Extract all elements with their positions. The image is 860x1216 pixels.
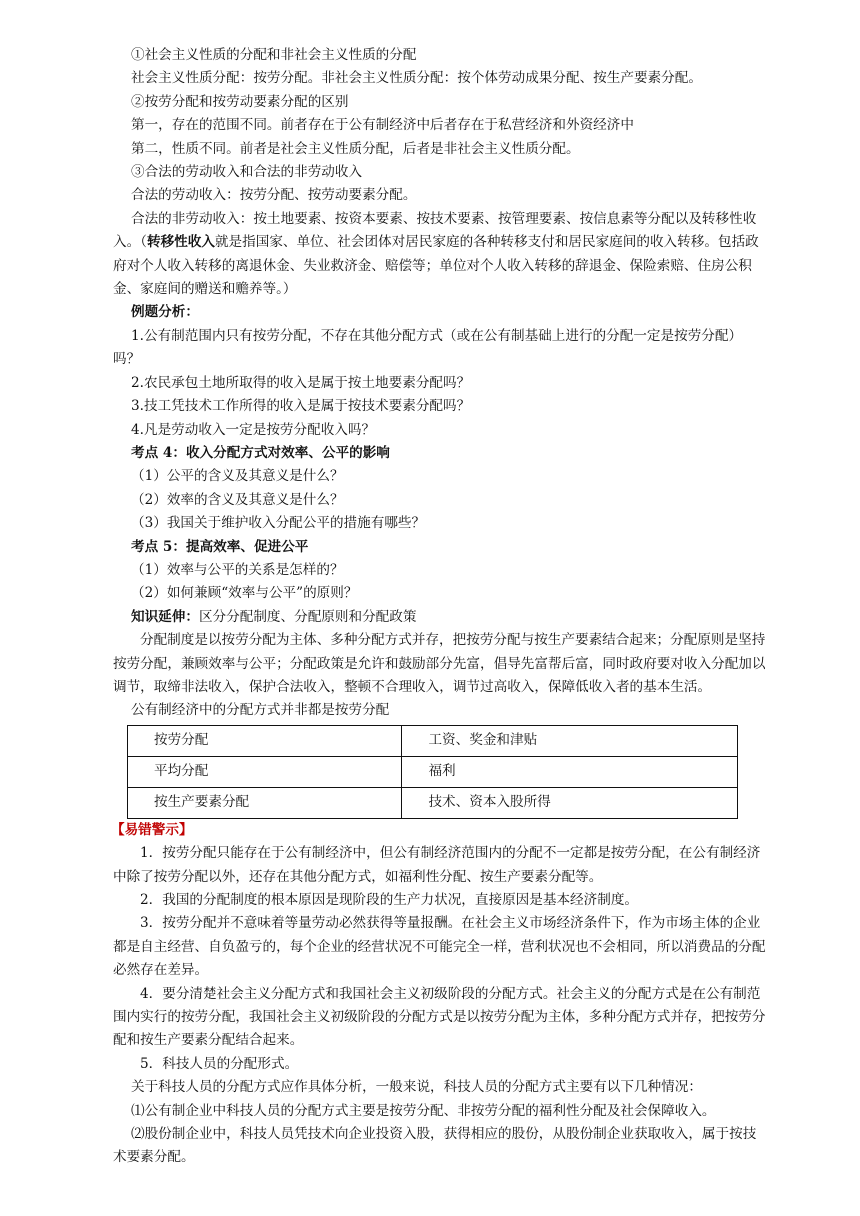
table-cell: 工资、奖金和津贴	[402, 725, 738, 756]
table-cell: 按劳分配	[128, 725, 402, 756]
warning-item: 1．按劳分配只能存在于公有制经济中，但公有制经济范围内的分配不一定都是按劳分配，在公有制经济中除了按劳分配以外，还存在其他分配方式，如福利性分配、按生产要素分配等。	[113, 845, 761, 885]
question: 2.农民承包土地所取得的收入是属于按土地要素分配吗？	[131, 374, 471, 391]
paragraph-text: 合法的非劳动收入：按土地要素、按资本要素、按技术要素、按管理要素、按信息素等分配以及转移性收入。（	[113, 210, 757, 251]
paragraph: 社会主义性质分配：按劳分配。非社会主义性质分配：按个体劳动成果分配、按生产要素分配。	[131, 70, 702, 87]
transfer-income-paragraph	[113, 208, 768, 302]
extension-line	[113, 606, 768, 629]
warning-item: 2．我国的分配制度的根本原因是现阶段的生产力状况，直接原因是基本经济制度。	[140, 892, 639, 908]
paragraph: ②按劳分配和按劳动要素分配的区别	[131, 93, 349, 110]
warning-item: 3．按劳分配并不意味着等量劳动必然获得等量报酬。在社会主义市场经济条件下，作为市场主体的企业都是自主经营、自负盈亏的，每个企业的经营状况不可能完全一样，营利状况也不会相同，所以消费品的分配必然存在差异。	[113, 915, 766, 979]
table-cell: 按生产要素分配	[128, 787, 402, 818]
kp4-heading: 考点 4：收入分配方式对效率、公平的影响	[131, 444, 390, 461]
paragraph-text: 就是指国家、单位、社会团体对居民家庭的各种转移支付和居民家庭间的收入转移。包括政府对个人收入转移的离退休金、失业救济金、赔偿等；单位对个人收入转移的辞退金、保险索赔、住房公积金、家庭间的赠送和赡养等。）	[113, 234, 759, 298]
kp5-heading: 考点 5：提高效率、促进公平	[131, 538, 309, 555]
distribution-table	[127, 725, 738, 819]
warning-item: 4．要分清楚社会主义分配方式和我国社会主义初级阶段的分配方式。社会主义的分配方式是在公有制范围内实行的按劳分配，我国社会主义初级阶段的分配方式是以按劳分配为主体，多种分配方式并存，把按劳分配和按生产要素分配结合起来。	[113, 985, 766, 1049]
table-cell: 技术、资本入股所得	[402, 787, 738, 818]
question: 3.技工凭技术工作所得的收入是属于按技术要素分配吗？	[131, 398, 471, 415]
warning-heading: 【易错警示】	[111, 821, 193, 838]
warning-item: ⑴公有制企业中科技人员的分配方式主要是按劳分配、非按劳分配的福利性分配及社会保障收入。	[131, 1102, 716, 1119]
paragraph: 第一，存在的范围不同。前者存在于公有制经济中后者存在于私营经济和外资经济中	[131, 117, 634, 134]
paragraph: ③合法的劳动收入和合法的非劳动收入	[131, 164, 363, 181]
extension-text: 区分分配制度、分配原则和分配政策	[198, 608, 417, 625]
list-item: （1）效率与公平的关系是怎样的？	[131, 561, 344, 578]
document-page	[113, 44, 768, 1170]
list-item: （2）效率的含义及其意义是什么？	[131, 491, 344, 508]
extension-label: 知识延伸：	[131, 608, 199, 625]
warning-item: 关于科技人员的分配方式应作具体分析，一般来说，科技人员的分配方式主要有以下几种情况：	[131, 1079, 702, 1096]
list-item: （2）如何兼顾“效率与公平”的原则？	[131, 585, 358, 602]
question: 4.凡是劳动收入一定是按劳分配收入吗？	[131, 421, 376, 438]
paragraph: ①社会主义性质的分配和非社会主义性质的分配	[131, 47, 417, 63]
warning-item: ⑵股份制企业中，科技人员凭技术向企业投资入股，获得相应的股份，从股份制企业获取收入，属于按技术要素分配。	[113, 1126, 757, 1166]
table-caption: 公有制经济中的分配方式并非都是按劳分配	[131, 702, 390, 719]
section-heading: 例题分析：	[131, 304, 199, 321]
table-row	[128, 756, 738, 787]
table-cell: 福利	[402, 756, 738, 787]
list-item: （1）公平的含义及其意义是什么？	[131, 468, 344, 485]
warning-item: 5．科技人员的分配形式。	[140, 1055, 299, 1072]
paragraph: 合法的劳动收入：按劳分配、按劳动要素分配。	[131, 187, 417, 204]
table-row	[128, 787, 738, 818]
table-row	[128, 725, 738, 756]
paragraph: 第二，性质不同。前者是社会主义性质分配，后者是非社会主义性质分配。	[131, 140, 580, 157]
question: 1.公有制范围内只有按劳分配，不存在其他分配方式（或在公有制基础上进行的分配一定是按劳分配）吗？	[113, 327, 743, 368]
list-item: （3）我国关于维护收入分配公平的措施有哪些？	[131, 515, 426, 532]
bold-term: 转移性收入	[146, 234, 215, 251]
table-cell: 平均分配	[128, 756, 402, 787]
extension-paragraph: 分配制度是以按劳分配为主体、多种分配方式并存，把按劳分配与按生产要素结合起来；分配原则是坚持按劳分配，兼顾效率与公平；分配政策是允许和鼓励部分先富，倡导先富帮后富，同时政府要对收入分配加以调节，取缔非法收入，保护合法收入，整顿不合理收入，调节过高收入，保障低收入者的基本生活。	[113, 632, 766, 695]
